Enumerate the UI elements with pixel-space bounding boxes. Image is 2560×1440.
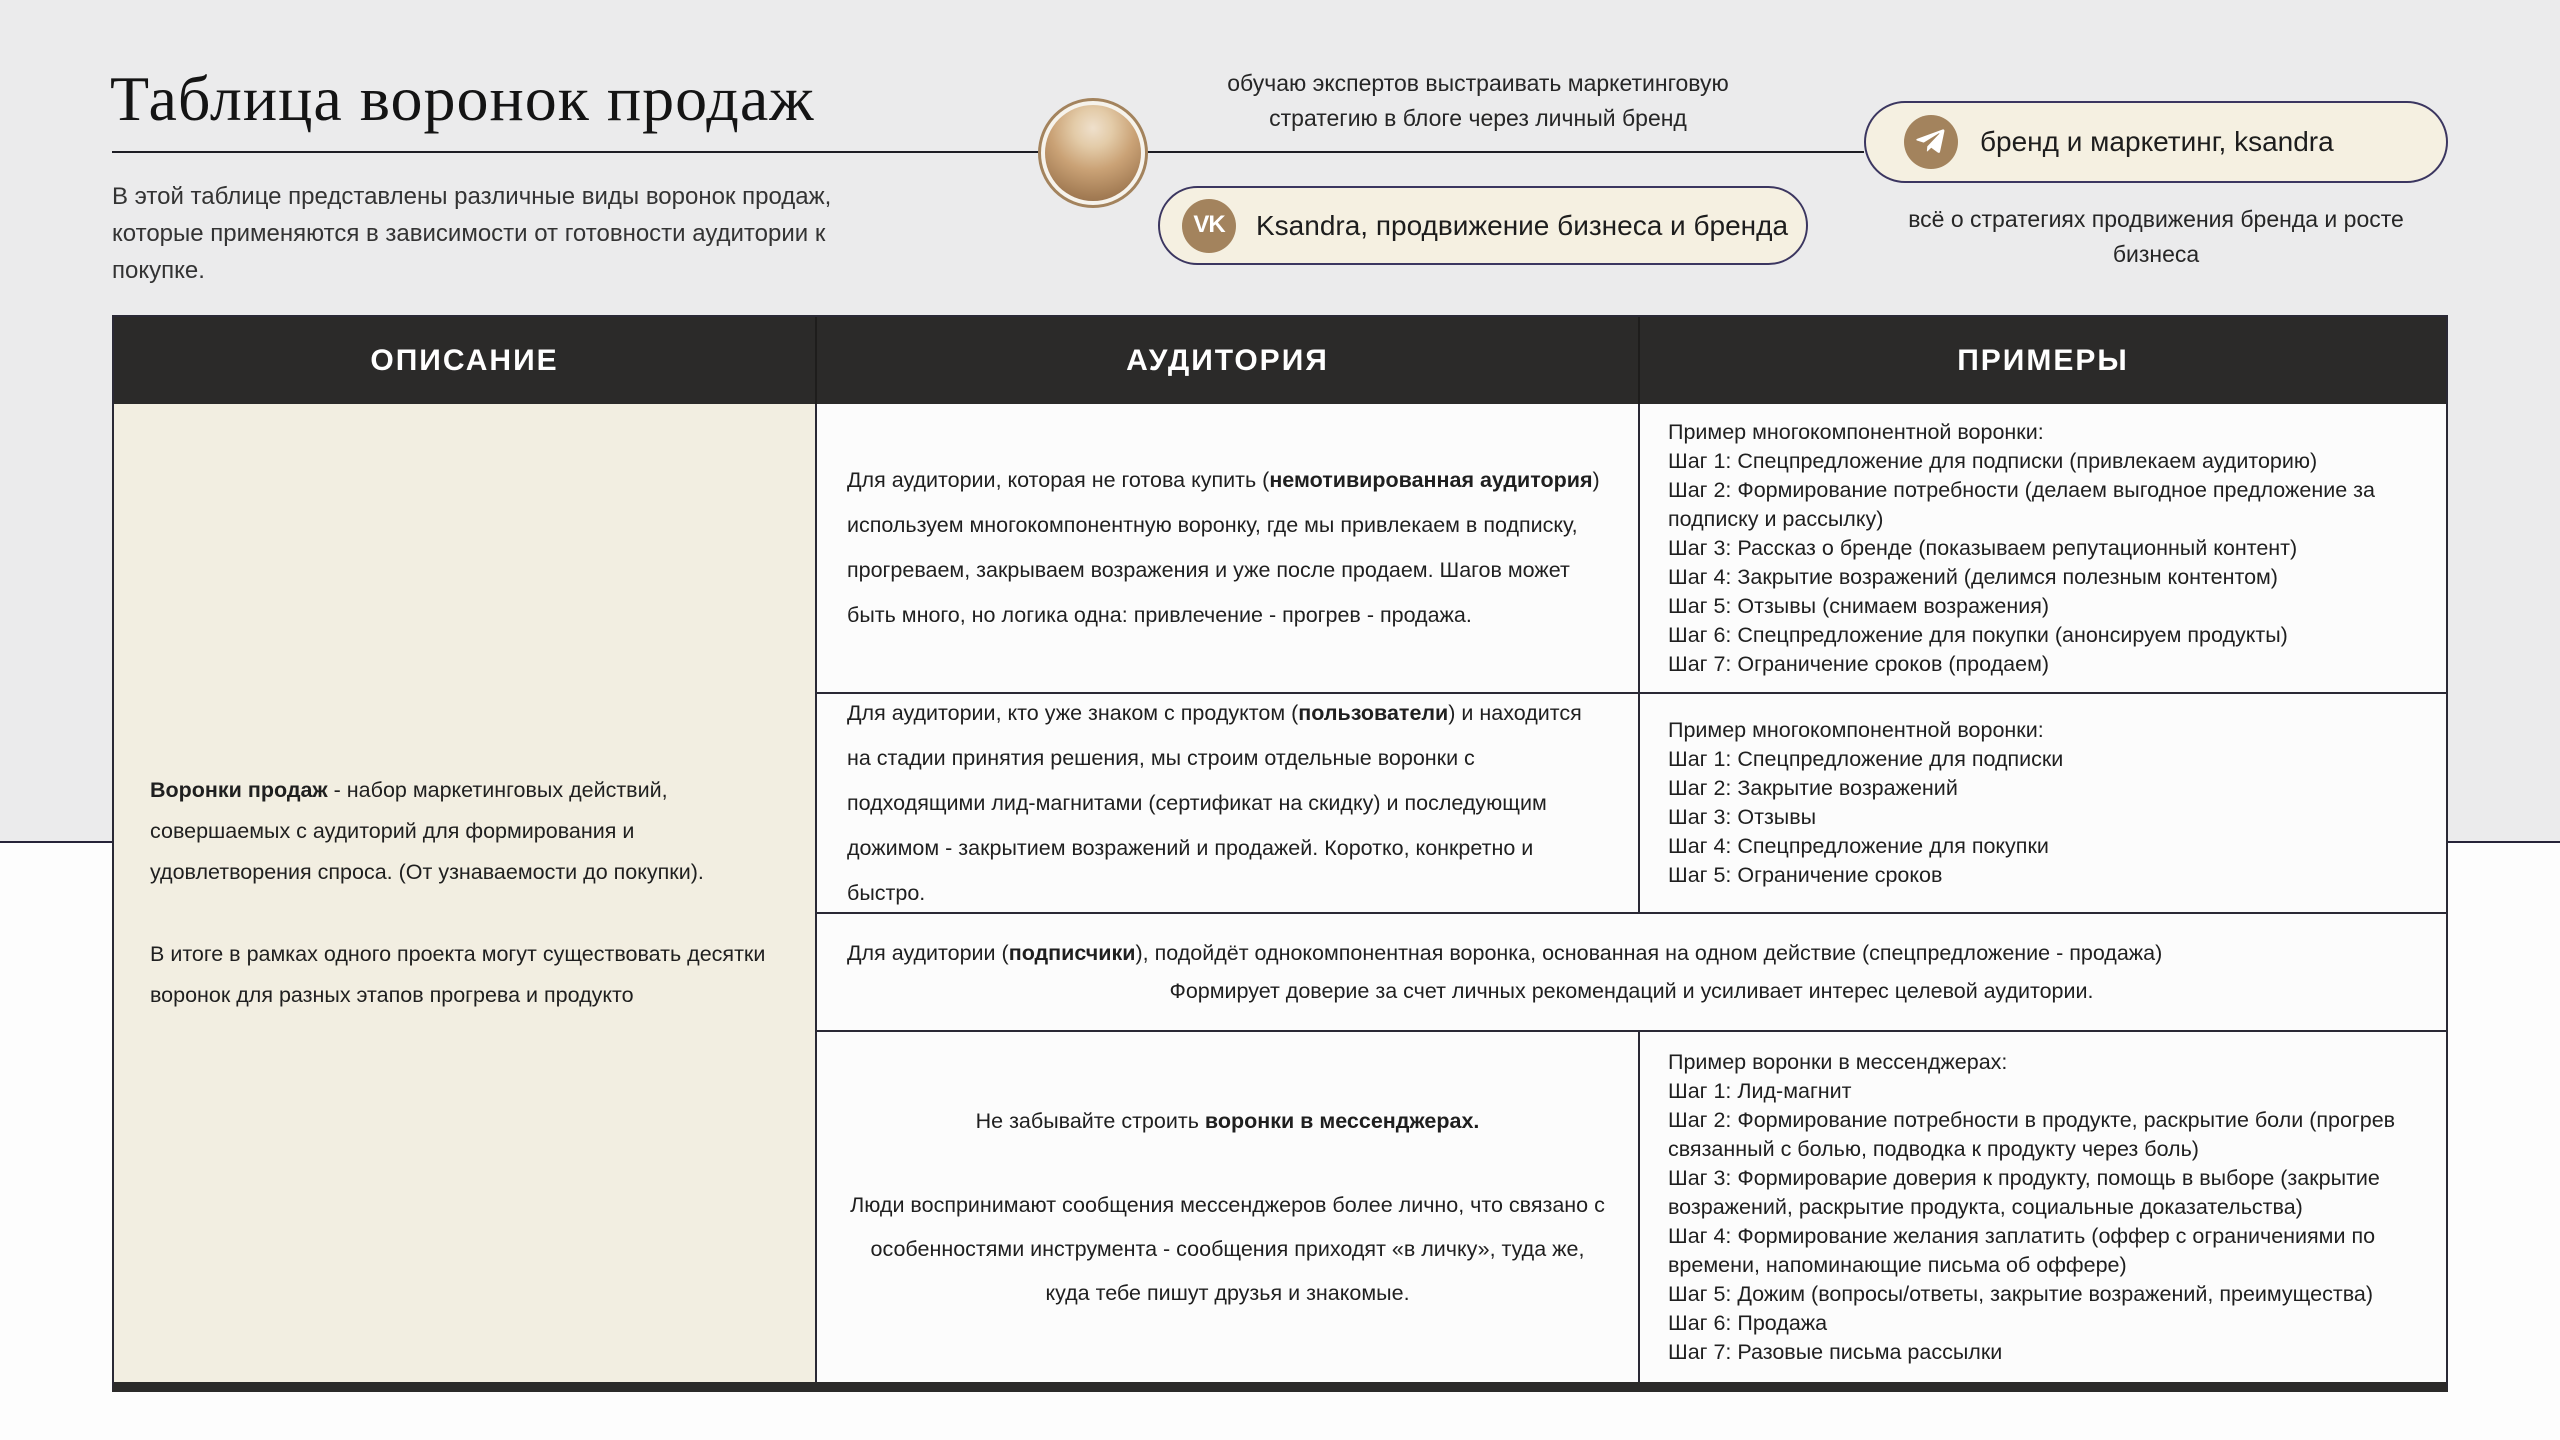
examples-cell-row1: [1638, 404, 2446, 692]
title-underline: [112, 151, 1864, 153]
table-body: [114, 404, 2446, 1382]
list-item: Шаг 3: Отзывы: [1668, 805, 1817, 829]
list-item: Шаг 2: Формирование потребности в продукте, раскрытие боли (прогрев связанный с болью, подводка к продукту через боль): [1668, 1107, 2396, 1161]
description-cell: [114, 404, 815, 1382]
list-item: Шаг 5: Дожим (вопросы/ответы, закрытие возражений, преимущества): [1668, 1281, 2373, 1306]
audience-cell-row1: Для аудитории, которая не готова купить (немотивированная аудитория) используем многокомпонентную воронку, где мы привлекаем в подписку, прогреваем, закрываем возражения и уже после продаем. Шагов может быть много, но логика одна: привлечение - прогрев - продажа.: [815, 404, 1638, 692]
list-item: Шаг 4: Спецпредложение для покупки: [1668, 834, 2049, 858]
list-item: Пример воронки в мессенджерах:: [1668, 1049, 2008, 1074]
page-subtitle: В этой таблице представлены различные виды воронок продаж, которые применяются в зависимости от готовности аудитории к покупке.: [112, 183, 832, 284]
page-title: Таблица воронок продаж: [110, 63, 815, 134]
list-item: Шаг 3: Формироварие доверия к продукту, помощь в выборе (закрытие возражений, раскрытие продукта, социальные доказательства): [1668, 1165, 2380, 1219]
examples-cell-row4: [1638, 1030, 2446, 1382]
subscribers-funnel-note: Формирует доверие за счет личных рекомендаций и усиливает интерес целевой аудитории.: [1169, 979, 2094, 1003]
telegram-badge-label: бренд и маркетинг, ksandra: [1980, 126, 2334, 157]
header-cell-audience: АУДИТОРИЯ: [815, 317, 1638, 404]
tagline-bottom: всё о стратегиях продвижения бренда и росте бизнеса: [1908, 206, 2404, 267]
list-item: Шаг 1: Спецпредложение для подписки (привлекаем аудиторию): [1668, 448, 2318, 473]
vk-badge-label: Ksandra, продвижение бизнеса и бренда: [1256, 209, 1789, 241]
header-cell-description: ОПИСАНИЕ: [370, 343, 559, 377]
audience-cell-row4: Не забывайте строить воронки в мессенджерах. Люди воспринимают сообщения мессенджеров более лично, что связано с особенностями инструмента - сообщения приходят «в личку», туда же, куда тебе пишут друзья и знакомые.: [815, 1030, 1638, 1382]
list-item: Шаг 5: Ограничение сроков: [1668, 863, 1943, 887]
list-item: Шаг 7: Ограничение сроков (продаем): [1668, 651, 2050, 676]
vk-icon: VK: [1182, 199, 1236, 253]
list-item: Шаг 1: Спецпредложение для подписки: [1668, 747, 2064, 771]
audience-cell-row2: Для аудитории, кто уже знаком с продуктом (пользователи) и находится на стадии принятия решения, мы строим отдельные воронки с подходящими лид-магнитами (сертификат на скидку) и последующим дожимом - закрытием возражений и продажей. Коротко, конкретно и быстро.: [815, 692, 1638, 912]
tagline-top: обучаю экспертов выстраивать маркетинговую стратегию в блоге через личный бренд: [1227, 70, 1729, 131]
avatar: [1038, 98, 1148, 208]
list-item: Шаг 3: Рассказ о бренде (показываем репутационный контент): [1668, 535, 2298, 560]
list-item: Шаг 4: Формирование желания заплатить (оффер с ограничениями по времени, напоминающие письма об оффере): [1668, 1223, 2376, 1277]
examples-cell-row2: [1638, 692, 2446, 912]
list-item: Шаг 5: Отзывы (снимаем возражения): [1668, 593, 2050, 618]
list-item: Шаг 7: Разовые письма рассылки: [1668, 1339, 2003, 1364]
list-item: Шаг 6: Спецпредложение для покупки (анонсируем продукты): [1668, 622, 2288, 647]
list-item: Пример многокомпонентной воронки:: [1668, 718, 2044, 742]
description-paragraph-2: В итоге в рамках одного проекта могут существовать десятки воронок для разных этапов прогрева и продукто: [150, 942, 766, 1007]
subscribers-funnel-cell: [815, 912, 2446, 1030]
list-item: Шаг 2: Закрытие возражений: [1668, 776, 1958, 800]
avatar-photo: [1045, 105, 1141, 201]
list-item: Шаг 2: Формирование потребности (делаем выгодное предложение за подписку и рассылку): [1668, 477, 2375, 531]
list-item: Шаг 6: Продажа: [1668, 1310, 1828, 1335]
list-item: Шаг 4: Закрытие возражений (делимся полезным контентом): [1668, 564, 2278, 589]
subscribers-funnel-line: Для аудитории (подписчики), подойдёт однокомпонентная воронка, основанная на одном действие (спецпредложение - продажа): [847, 941, 2163, 965]
telegram-badge[interactable]: [1864, 101, 2448, 183]
list-item: Шаг 1: Лид-магнит: [1668, 1078, 1852, 1103]
table-header-row: [114, 317, 2446, 404]
funnel-table: [112, 315, 2448, 1392]
telegram-icon: [1904, 115, 1958, 169]
description-paragraph-1: Воронки продаж - набор маркетинговых действий, совершаемых с аудиторий для формирования и удовлетворения спроса. (От узнаваемости до покупки).: [150, 778, 704, 884]
list-item: Пример многокомпонентной воронки:: [1668, 419, 2044, 444]
header-cell-examples: ПРИМЕРЫ: [1638, 317, 2446, 404]
vk-badge[interactable]: [1158, 186, 1808, 265]
